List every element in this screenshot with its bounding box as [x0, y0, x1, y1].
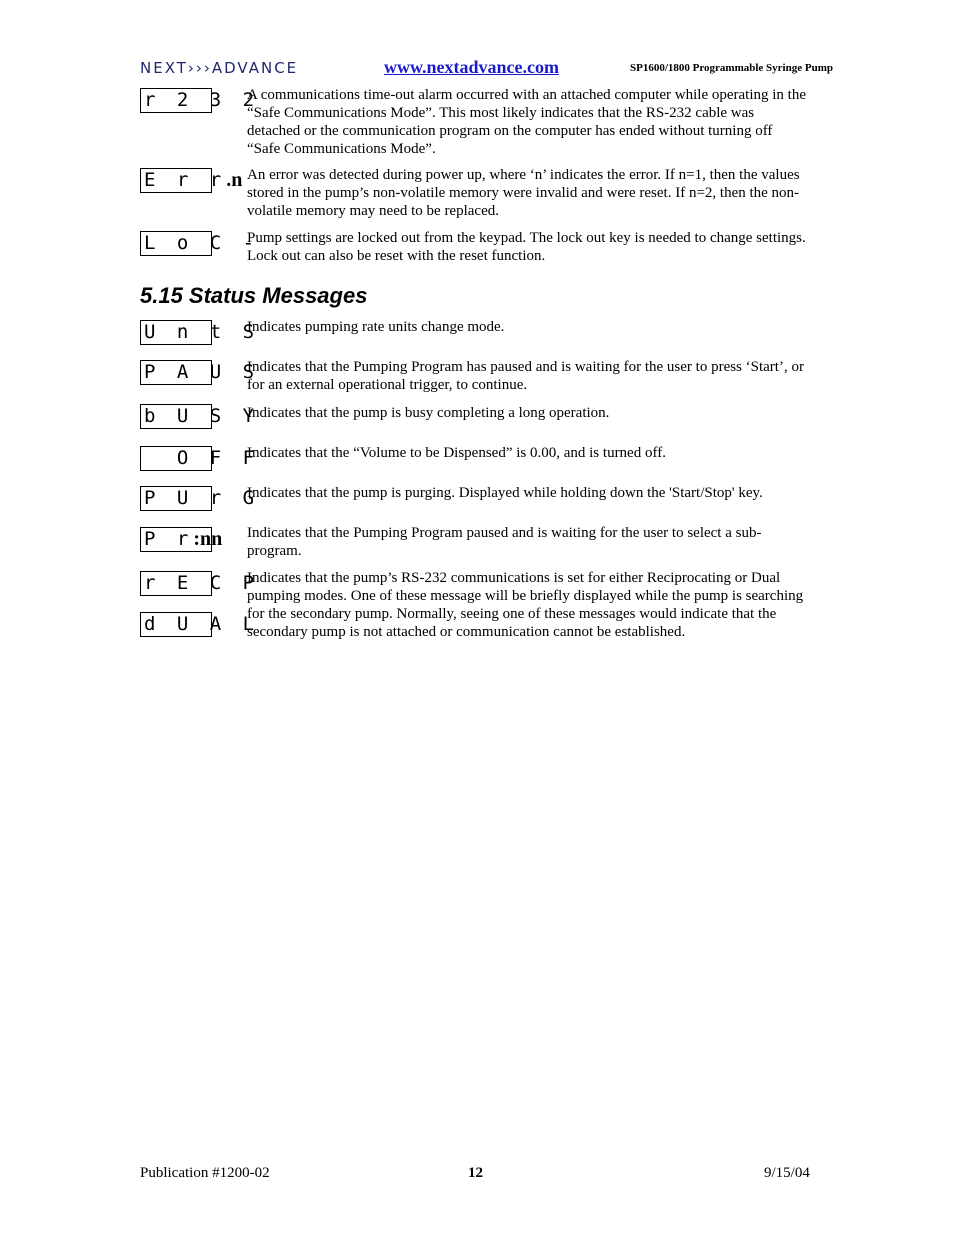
status-description: Indicates that the pump is busy completing a long operation. [247, 405, 610, 421]
lcd-suffix: .n [226, 169, 243, 191]
lcd-display: r 2 3 2 [140, 88, 212, 113]
status-description: Indicates that the Pumping Program has paused and is waiting for the user to press ‘Start’, or for an external operational trigger, to continue. [247, 359, 804, 393]
lcd-display: P A U S [140, 360, 212, 385]
alarm-description: An error was detected during power up, where ‘n’ indicates the error. If n=1, then the values stored in the pump’s non-volatile memory were invalid and were reset. If n=2, then the non-volatile memory may need to be replaced. [247, 167, 800, 219]
status-description: Indicates that the “Volume to be Dispensed” is 0.00, and is turned off. [247, 445, 666, 461]
lcd-suffix: :nn [193, 528, 223, 550]
status-description: Indicates pumping rate units change mode. [247, 319, 505, 335]
publication-date: 9/15/04 [764, 1165, 810, 1181]
status-description: Indicates that the Pumping Program paused and is waiting for the user to select a sub-program. [247, 525, 762, 559]
lcd-display: U n t S [140, 320, 212, 345]
website-link[interactable]: www.nextadvance.com [384, 57, 559, 77]
lcd-display: L o C - [140, 231, 212, 256]
company-logo: NEXT›››ADVANCE [140, 59, 299, 77]
lcd-display: b U S Y [140, 404, 212, 429]
lcd-text: E r r [144, 169, 227, 191]
lcd-display [140, 168, 243, 193]
lcd-display: d U A L [140, 612, 212, 637]
page-number: 12 [468, 1165, 483, 1181]
lcd-display: O F F [140, 446, 212, 471]
lcd-display: P U r G [140, 486, 212, 511]
alarm-description: Pump settings are locked out from the keypad. The lock out key is needed to change settings. Lock out can also be reset with the reset function. [247, 230, 806, 264]
publication-number: Publication #1200-02 [140, 1165, 270, 1181]
section-title: 5.15 Status Messages [140, 283, 368, 308]
lcd-text: P r [144, 528, 194, 550]
product-title: SP1600/1800 Programmable Syringe Pump [630, 62, 833, 74]
status-description: Indicates that the pump is purging. Displayed while holding down the 'Start/Stop' key. [247, 485, 763, 501]
status-description: Indicates that the pump’s RS-232 communications is set for either Reciprocating or Dual pumping modes. One of these message will be briefly displayed while the pump is searching for the secondary pump. Normally, seeing one of these messages would indicate that the secondary pump is not attached or communication cannot be established. [247, 570, 804, 640]
alarm-description: A communications time-out alarm occurred with an attached computer while operating in the “Safe Communications Mode”. This most likely indicates that the RS-232 cable was detached or the communication program on the computer has ended without turning off “Safe Communications Mode”. [247, 87, 806, 157]
page-header [0, 0, 954, 80]
lcd-display [140, 527, 223, 552]
lcd-display: r E C P [140, 571, 212, 596]
